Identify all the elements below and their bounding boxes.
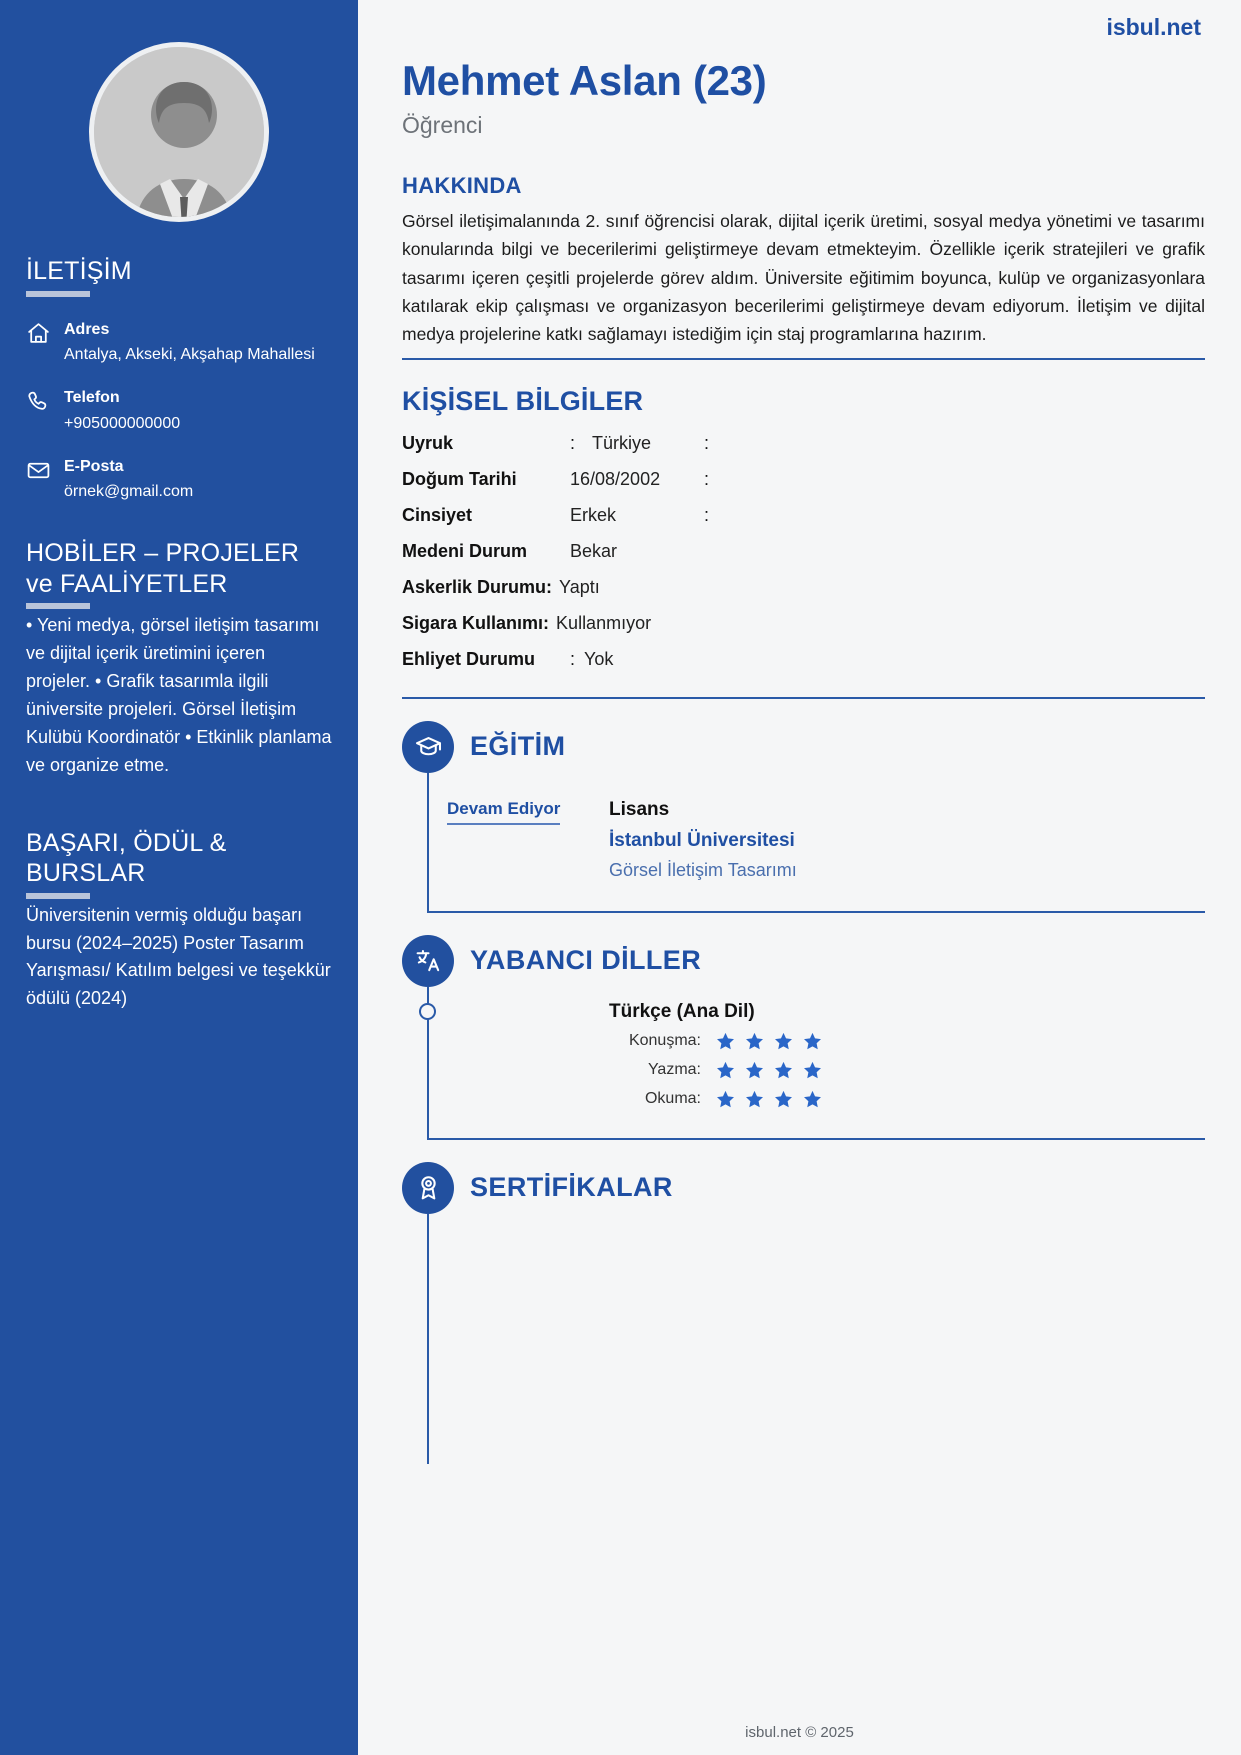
personal-key: Cinsiyet — [402, 504, 473, 525]
personal-key: Sigara Kullanımı: — [402, 612, 550, 633]
star-icon — [744, 1060, 765, 1081]
personal-value: Kullanmıyor — [556, 612, 652, 633]
home-icon — [26, 321, 51, 346]
skill-label: Okuma: — [644, 1090, 701, 1108]
table-row — [402, 569, 1205, 605]
languages-body — [427, 987, 1205, 1138]
contact-label-phone: Telefon — [64, 389, 120, 407]
skill-label: Konuşma: — [628, 1032, 701, 1050]
mail-icon — [26, 458, 51, 483]
star-icon — [715, 1089, 736, 1110]
language-spacer — [429, 1001, 609, 1110]
language-skill-row — [609, 1089, 823, 1110]
personal-value: Türkiye — [592, 432, 652, 453]
star-rating-writing — [715, 1060, 823, 1081]
table-row — [402, 605, 1205, 641]
education-header — [402, 721, 1205, 773]
awards-text: Üniversitenin vermiş olduğu başarı bursu (2024–2025) Poster Tasarım Yarışması/ Katılım belgesi ve teşekkür ödülü (2024) — [26, 904, 331, 1009]
certificates-header — [402, 1162, 1205, 1214]
main-content — [358, 0, 1241, 1755]
contact-item-email — [26, 456, 332, 505]
contact-label-address: Adres — [64, 320, 110, 338]
skill-label: Yazma: — [647, 1061, 701, 1079]
star-icon — [773, 1031, 794, 1052]
table-row — [402, 425, 1205, 461]
personal-key: Doğum Tarihi — [402, 468, 517, 489]
section-divider — [427, 1138, 1205, 1140]
education-school: İstanbul Üniversitesi — [609, 829, 795, 851]
avatar-container — [26, 0, 332, 222]
list-item — [429, 987, 1205, 1138]
language-skill-row — [609, 1060, 823, 1081]
personal-key: Medeni Durum — [402, 540, 528, 561]
personal-trailing-colon: : — [704, 504, 710, 525]
timeline-dot-icon — [419, 1003, 436, 1020]
personal-trailing-colon: : — [704, 468, 710, 489]
table-row — [402, 497, 1205, 533]
personal-key: Uyruk — [402, 432, 454, 453]
contact-heading-text: İLETİŞİM — [26, 257, 132, 285]
phone-icon — [26, 389, 51, 414]
awards-heading-text: BAŞARI, ÖDÜL & BURSLAR — [26, 828, 227, 888]
job-title: Öğrenci — [402, 112, 483, 138]
star-icon — [802, 1089, 823, 1110]
certificates-title: SERTİFİKALAR — [470, 1172, 673, 1203]
star-icon — [744, 1031, 765, 1052]
contact-list — [26, 319, 332, 505]
language-name: Türkçe (Ana Dil) — [609, 1000, 755, 1022]
star-icon — [802, 1031, 823, 1052]
education-degree: Lisans — [609, 798, 670, 820]
personal-section-title: KİŞİSEL BİLGİLER — [402, 385, 644, 416]
star-icon — [802, 1060, 823, 1081]
language-skill-list — [609, 1031, 823, 1110]
hobbies-text: • Yeni medya, görsel iletişim tasarımı ve dijital içerik üretimini içeren projeler. • Grafik tasarımla ilgili üniversite projeleri. Görsel İletişim Kulübü Koordinatör • Etkinlik planlama ve organize etme. — [26, 615, 332, 775]
avatar-placeholder-icon — [94, 47, 269, 222]
personal-value: Erkek — [570, 504, 617, 525]
languages-section — [402, 935, 1205, 1140]
sidebar — [0, 0, 358, 1755]
certificate-icon — [402, 1162, 454, 1214]
section-divider — [427, 911, 1205, 913]
personal-value: Yok — [584, 648, 614, 669]
graduation-cap-icon — [402, 721, 454, 773]
about-section-title: HAKKINDA — [402, 173, 522, 198]
personal-info-table — [402, 425, 1205, 699]
personal-value: Bekar — [570, 540, 618, 561]
star-icon — [773, 1060, 794, 1081]
certificates-section — [402, 1162, 1205, 1464]
star-rating-speaking — [715, 1031, 823, 1052]
awards-heading — [26, 828, 332, 899]
avatar — [89, 42, 269, 222]
star-icon — [715, 1060, 736, 1081]
personal-separator: : — [570, 648, 576, 669]
personal-key: Ehliyet Durumu — [402, 648, 536, 669]
education-field: Görsel İletişim Tasarımı — [609, 859, 797, 880]
contact-value-email: örnek@gmail.com — [64, 483, 194, 501]
table-row — [402, 461, 1205, 497]
heading-rule — [26, 603, 90, 609]
star-icon — [773, 1089, 794, 1110]
contact-value-phone: +905000000000 — [64, 414, 181, 432]
contact-item-phone — [26, 387, 332, 436]
personal-separator: : — [570, 432, 576, 453]
page-title: Mehmet Aslan (23) — [402, 57, 767, 104]
personal-key: Askerlik Durumu: — [402, 576, 553, 597]
heading-rule — [26, 291, 90, 297]
personal-value: 16/08/2002 — [570, 468, 661, 489]
language-skill-row — [609, 1031, 823, 1052]
table-row — [402, 533, 1205, 569]
education-status: Devam Ediyor — [447, 799, 560, 825]
education-period — [429, 799, 609, 881]
table-row — [402, 641, 1205, 677]
star-icon — [715, 1031, 736, 1052]
star-rating-reading — [715, 1089, 823, 1110]
language-details — [609, 1001, 823, 1110]
hobbies-heading — [26, 538, 332, 609]
contact-label-email: E-Posta — [64, 457, 124, 475]
page-footer: isbul.net © 2025 — [745, 1724, 854, 1741]
star-icon — [744, 1089, 765, 1110]
education-details — [609, 799, 797, 881]
languages-title: YABANCI DİLLER — [470, 945, 702, 976]
heading-rule — [26, 893, 90, 899]
contact-heading — [26, 256, 332, 297]
certificates-body — [427, 1214, 1205, 1464]
contact-item-address — [26, 319, 332, 368]
about-text: Görsel iletişimalanında 2. sınıf öğrencisi olarak, dijital içerik üretimi, sosyal medya yönetimi ve tasarımı konularında bilgi ve becerilerimi geliştirmeye devam etmekteyim. Özellikle içerik stratejileri ve grafik tasarımı içeren çeşitli projelerde görev aldım. Üniversite eğitimim boyunca, kulüp ve organizasyonlara katılarak ekip çalışması ve organizasyon becerilerimi geliştirmeye devam ediyorum. İletişim ve dijital medya projelerine katkı sağlamayı istediğim için staj programlarına hazırım. — [402, 207, 1205, 360]
languages-header — [402, 935, 1205, 987]
personal-value: Yaptı — [559, 576, 600, 597]
list-item — [429, 773, 1205, 911]
education-title: EĞİTİM — [470, 731, 566, 762]
personal-trailing-colon: : — [704, 432, 710, 453]
hobbies-heading-text: HOBİLER – PROJELER ve FAALİYETLER — [26, 539, 300, 598]
brand-logo[interactable]: isbul.net — [1106, 14, 1201, 40]
education-section — [402, 721, 1205, 913]
education-body — [427, 773, 1205, 911]
contact-value-address: Antalya, Akseki, Akşahap Mahallesi — [64, 346, 315, 364]
translate-icon — [402, 935, 454, 987]
